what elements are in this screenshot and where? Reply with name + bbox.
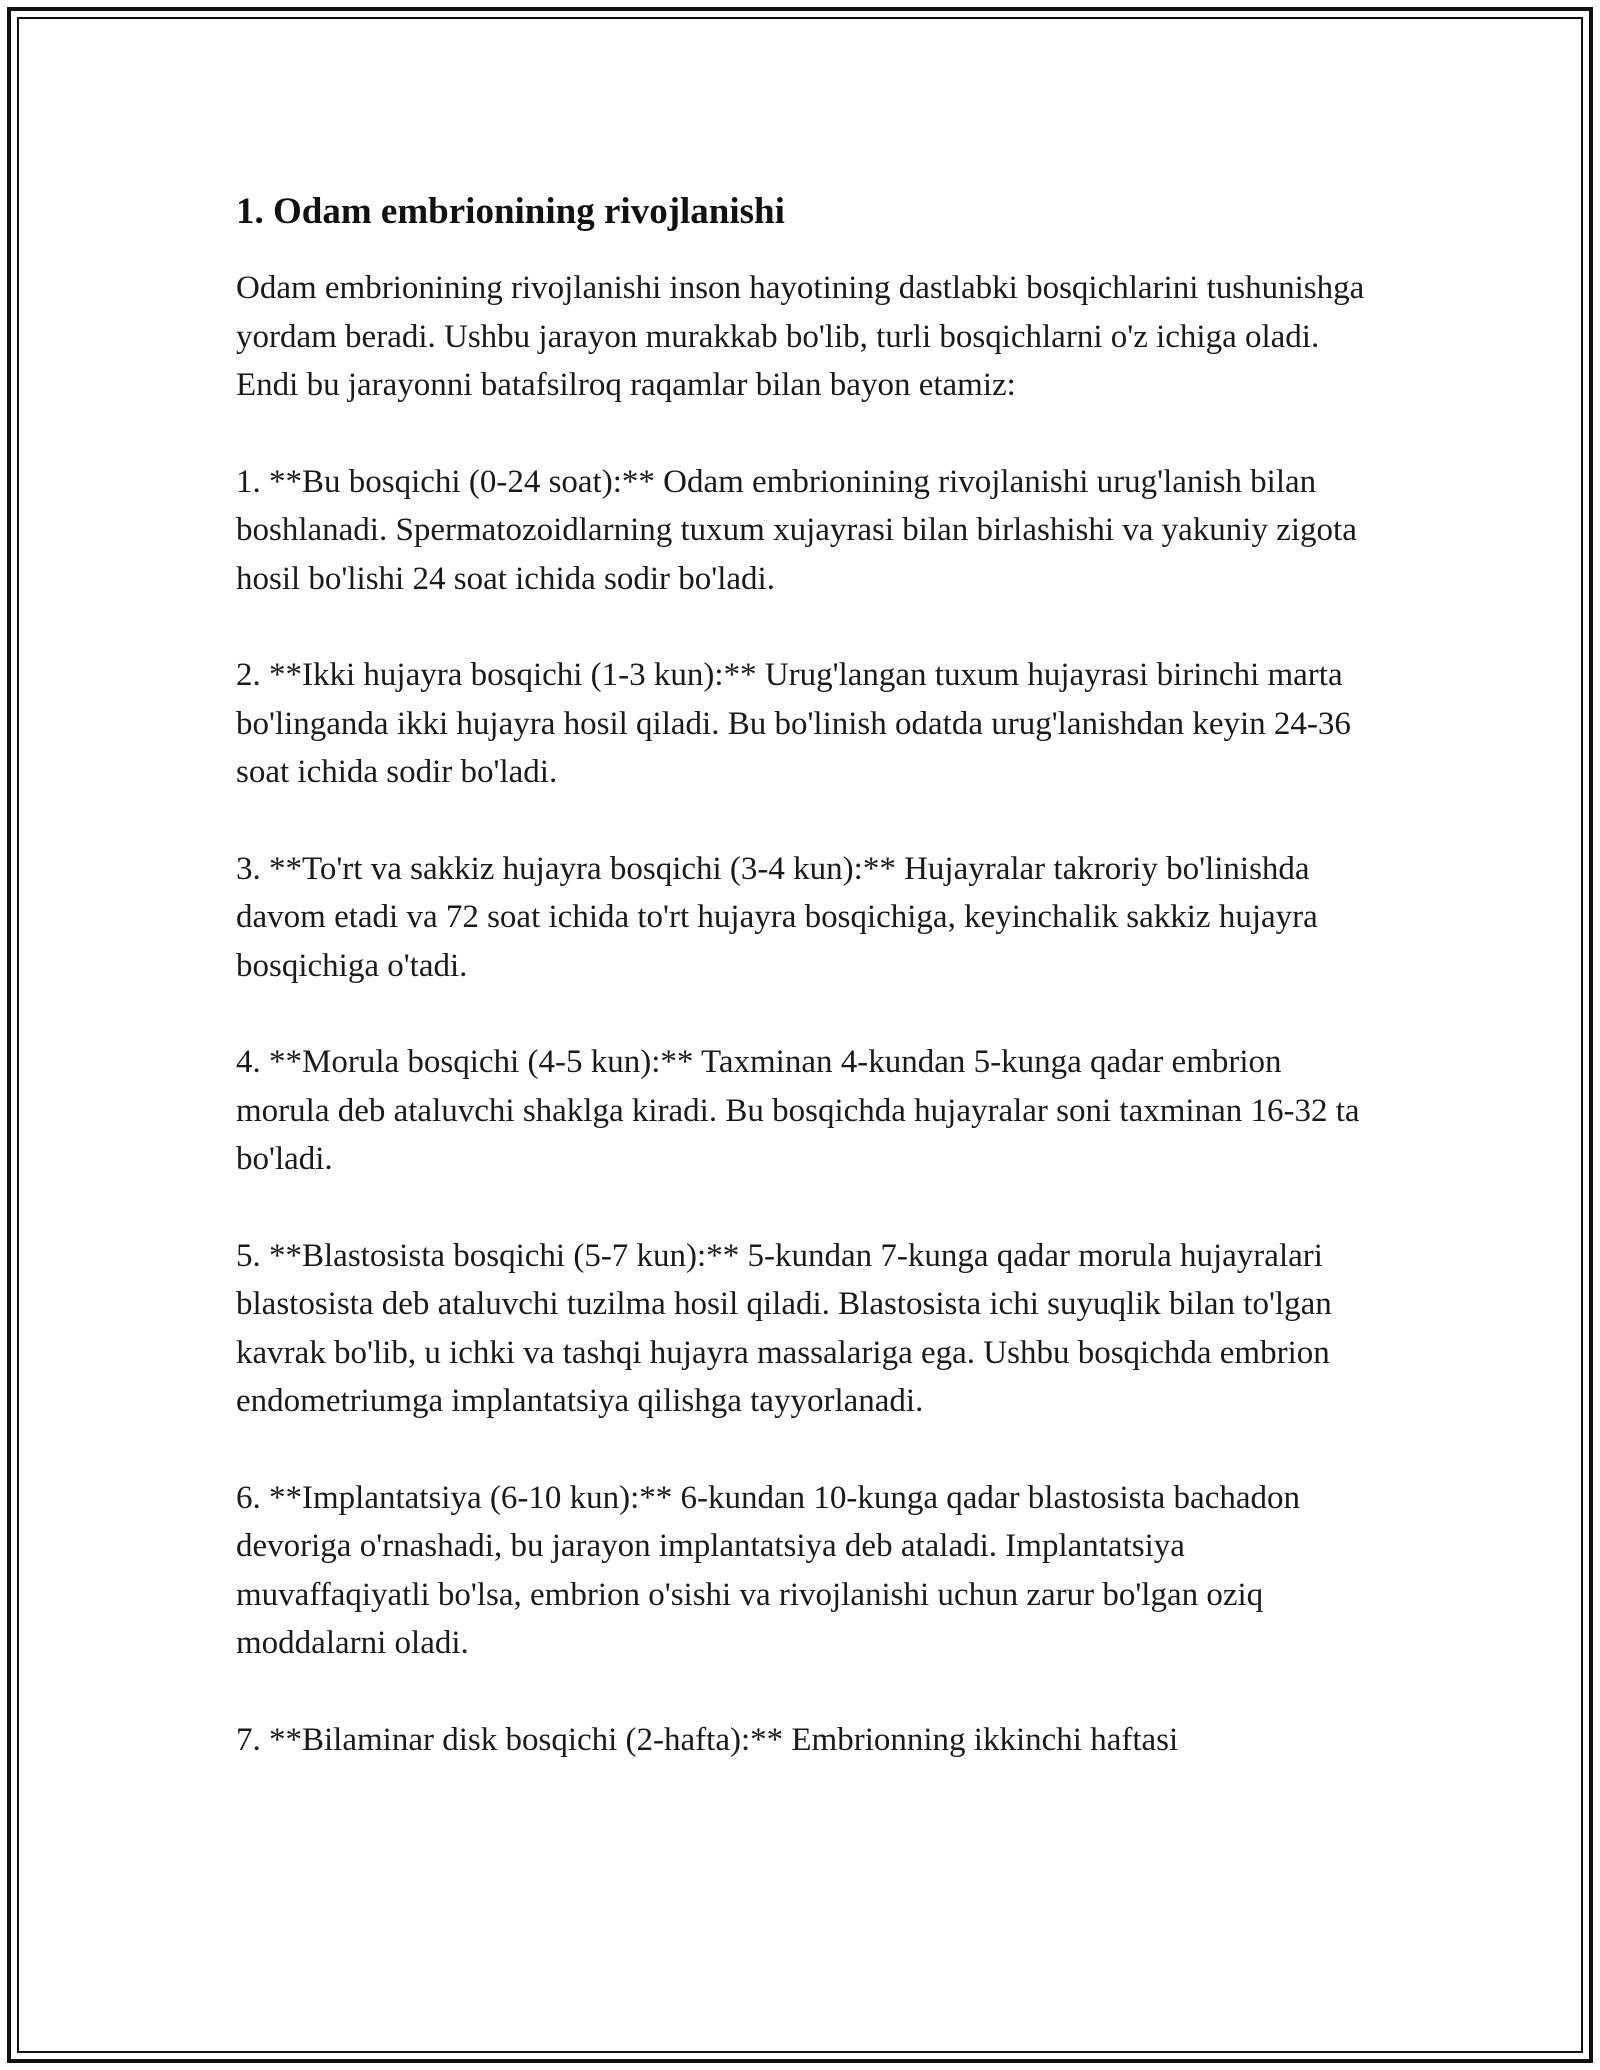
stage-4-paragraph: 4. **Morula bosqichi (4-5 kun):** Taxminan 4-kundan 5-kunga qadar embrion morula deb ataluvchi shaklga kiradi. Bu bosqichda hujayralar soni taxminan 16-32 ta bo'ladi. [236,1044,1360,1177]
stage-7-paragraph: 7. **Bilaminar disk bosqichi (2-hafta):** Embrionning ikkinchi haftasi [236,1721,1179,1758]
document-title: 1. Odam embrionining rivojlanishi [236,191,785,232]
stage-2-paragraph: 2. **Ikki hujayra bosqichi (1-3 kun):** Urug'langan tuxum hujayrasi birinchi marta bo'linganda ikki hujayra hosil qiladi. Bu bo'linish odatda urug'lanishdan keyin 24-36 soat ichida sodir bo'ladi. [236,657,1351,790]
stage-1-paragraph: 1. **Bu bosqichi (0-24 soat):** Odam embrionining rivojlanishi urug'lanish bilan boshlanadi. Spermatozoidlarning tuxum xujayrasi bilan birlashishi va yakuniy zigota hosil bo'lishi 24 soat ichida sodir bo'ladi. [236,463,1357,597]
intro-paragraph: Odam embrionining rivojlanishi inson hayotining dastlabki bosqichlarini tushunishga yordam beradi. Ushbu jarayon murakkab bo'lib, turli bosqichlarni o'z ichiga oladi. Endi bu jarayonni batafsilroq raqamlar bilan bayon etamiz: [236,270,1365,403]
stage-5-paragraph: 5. **Blastosista bosqichi (5-7 kun):** 5-kundan 7-kunga qadar morula hujayralari blastosista deb ataluvchi tuzilma hosil qiladi. Blastosista ichi suyuqlik bilan to'lgan kavrak bo'lib, u ichki va tashqi hujayra massalariga ega. Ushbu bosqichda embrion endometriumga implantatsiya qilishga tayyorlanadi. [236,1237,1332,1419]
document-body [236,182,1366,1812]
stage-6-paragraph: 6. **Implantatsiya (6-10 kun):** 6-kundan 10-kunga qadar blastosista bachadon devoriga o'rnashadi, bu jarayon implantatsiya deb ataladi. Implantatsiya muvaffaqiyatli bo'lsa, embrion o'sishi va rivojlanishi uchun zarur bo'lgan oziq moddalarni oladi. [236,1479,1300,1661]
stage-3-paragraph: 3. **To'rt va sakkiz hujayra bosqichi (3-4 kun):** Hujayralar takroriy bo'linishda davom etadi va 72 soat ichida to'rt hujayra bosqichiga, keyinchalik sakkiz hujayra bosqichiga o'tadi. [236,850,1318,984]
